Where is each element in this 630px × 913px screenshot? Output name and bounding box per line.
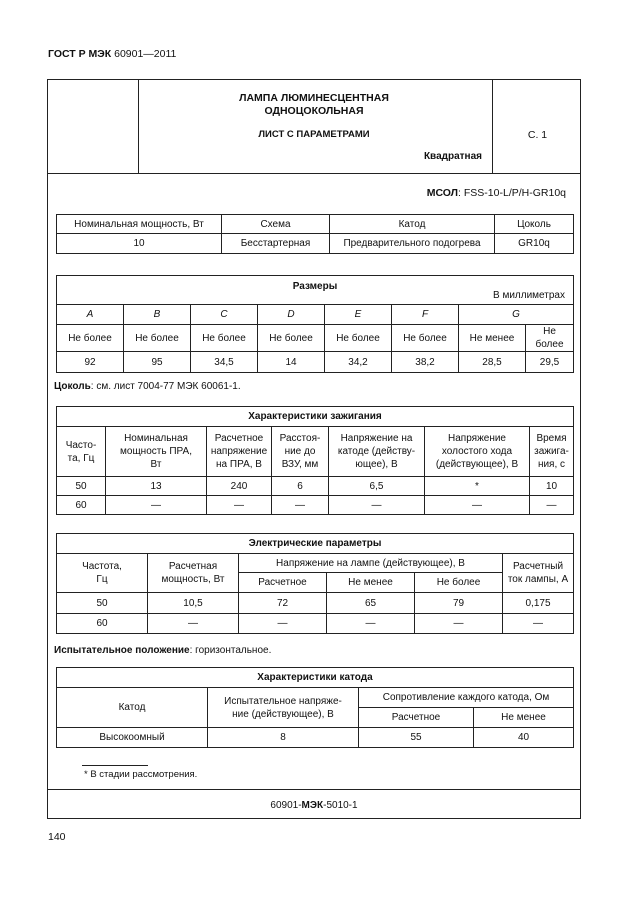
table-cell: 50 <box>57 477 106 496</box>
lamp-shape: Квадратная <box>423 151 482 162</box>
el-sub-max: Не более <box>415 573 503 593</box>
sheet-footer <box>48 800 580 811</box>
table-cell: 6 <box>272 477 329 496</box>
dim-letter-b: B <box>124 305 191 325</box>
msol-value: : FSS-10-L/P/H-GR10q <box>458 187 566 199</box>
page-number: 140 <box>48 831 66 843</box>
dim-limit: Не более <box>57 325 124 352</box>
dim-limit: Не более <box>258 325 325 352</box>
dim-limit: Не более <box>325 325 392 352</box>
table-row <box>57 614 574 634</box>
dim-limit: Не более <box>526 325 574 352</box>
ign-header-cathode-voltage: Напряжение на катоде (действу- ющее), В <box>329 427 425 477</box>
table-cell: 240 <box>207 477 272 496</box>
dim-value: 34,2 <box>325 352 392 373</box>
dim-letter-e: E <box>325 305 392 325</box>
ign-header-open-voltage: Напряжение холостого хода (действующее), В <box>425 427 530 477</box>
dim-limit: Не более <box>191 325 258 352</box>
dim-letter-a: A <box>57 305 124 325</box>
footnote: * В стадии рассмотрения. <box>84 769 198 780</box>
table-cell: — <box>106 496 207 515</box>
main-parameters-table <box>56 214 574 254</box>
table-cell: — <box>415 614 503 634</box>
ign-header-ballast-power: Номинальная мощность ПРА, Вт <box>106 427 207 477</box>
ign-header-freq: Часто- та, Гц <box>57 427 106 477</box>
sheet-subtitle: ЛИСТ С ПАРАМЕТРАМИ <box>258 129 370 140</box>
dim-letter-c: C <box>191 305 258 325</box>
standard-code: ГОСТ Р МЭК <box>48 48 112 60</box>
header-power: Номинальная мощность, Вт <box>57 215 222 234</box>
table-cell: 6,5 <box>329 477 425 496</box>
table-cell: — <box>148 614 239 634</box>
electrical-table <box>56 533 574 634</box>
cat-sub-rated: Расчетное <box>359 708 474 728</box>
table-cell: 60 <box>57 614 148 634</box>
cap-note-text: : см. лист 7004-77 МЭК 60061-1. <box>90 381 241 392</box>
table-row <box>57 496 574 515</box>
table-cell: 10 <box>530 477 574 496</box>
value-power: 10 <box>57 234 222 254</box>
dim-value: 14 <box>258 352 325 373</box>
cathode-title: Характеристики катода <box>57 668 574 688</box>
dim-letter-g: G <box>459 305 574 325</box>
electrical-title: Электрические параметры <box>57 534 574 554</box>
el-header-voltage: Напряжение на лампе (действующее), В <box>239 554 503 573</box>
cap-note <box>54 381 241 392</box>
table-row <box>57 477 574 496</box>
table-cell: 10,5 <box>148 593 239 614</box>
title-divider-right <box>492 80 493 173</box>
table-cell: 65 <box>327 593 415 614</box>
table-cell: 60 <box>57 496 106 515</box>
ign-header-distance: Расстоя- ние до ВЗУ, мм <box>272 427 329 477</box>
msol-label: МСОЛ <box>426 187 459 199</box>
lamp-title-line1: ЛАМПА ЛЮМИНЕСЦЕНТНАЯ <box>239 92 389 104</box>
el-header-freq: Частота, Гц <box>57 554 148 593</box>
dim-value: 34,5 <box>191 352 258 373</box>
test-note-text: : горизонтальное. <box>189 645 272 656</box>
table-cell: — <box>272 496 329 515</box>
table-cell: 0,175 <box>503 593 574 614</box>
cat-header-test-voltage: Испытательное напряже- ние (действующее), В <box>208 688 359 728</box>
document-header <box>48 48 176 60</box>
el-header-power: Расчетная мощность, Вт <box>148 554 239 593</box>
ign-header-ballast-voltage: Расчетное напряжение на ПРА, В <box>207 427 272 477</box>
table-cell: — <box>329 496 425 515</box>
footnote-rule <box>82 765 148 766</box>
footer-pre: 60901- <box>270 800 302 811</box>
dim-value: 28,5 <box>459 352 526 373</box>
table-cell: * <box>425 477 530 496</box>
table-cell: 72 <box>239 593 327 614</box>
title-bottom-rule <box>48 173 580 174</box>
table-cell: 40 <box>474 728 574 748</box>
dimensions-caption-cell <box>57 276 574 305</box>
cat-header-type: Катод <box>57 688 208 728</box>
table-cell: — <box>239 614 327 634</box>
ign-header-time: Время зажига- ния, с <box>530 427 574 477</box>
table-cell: 50 <box>57 593 148 614</box>
table-cell: 79 <box>415 593 503 614</box>
table-cell: — <box>503 614 574 634</box>
table-cell: — <box>327 614 415 634</box>
ignition-table <box>56 406 574 515</box>
header-scheme: Схема <box>222 215 330 234</box>
table-cell: — <box>530 496 574 515</box>
header-cap: Цоколь <box>495 215 574 234</box>
table-row <box>57 593 574 614</box>
footer-rule <box>48 789 580 790</box>
dimensions-units: В миллиметрах <box>493 290 565 301</box>
footer-post: -5010-1 <box>323 800 358 811</box>
value-cap: GR10q <box>495 234 574 254</box>
sheet-frame <box>47 79 581 819</box>
cat-sub-min: Не менее <box>474 708 574 728</box>
cap-note-label: Цоколь <box>54 381 91 392</box>
dim-value: 38,2 <box>392 352 459 373</box>
value-scheme: Бесстартерная <box>222 234 330 254</box>
table-cell: — <box>207 496 272 515</box>
table-cell: 13 <box>106 477 207 496</box>
standard-number: 60901—2011 <box>114 48 177 60</box>
msol-designation <box>427 187 566 199</box>
dim-value: 92 <box>57 352 124 373</box>
el-header-current: Расчетный ток лампы, А <box>503 554 574 593</box>
value-cathode: Предварительного подогрева <box>330 234 495 254</box>
dim-letter-f: F <box>392 305 459 325</box>
el-sub-min: Не менее <box>327 573 415 593</box>
dim-limit: Не менее <box>459 325 526 352</box>
dimensions-title: Размеры <box>292 281 338 292</box>
cathode-table <box>56 667 574 748</box>
el-sub-rated: Расчетное <box>239 573 327 593</box>
dimensions-table <box>56 275 574 373</box>
header-cathode: Катод <box>330 215 495 234</box>
table-row <box>57 728 574 748</box>
cat-header-resistance: Сопротивление каждого катода, Ом <box>359 688 574 708</box>
dim-limit: Не более <box>124 325 191 352</box>
lamp-title-line2: ОДНОЦОКОЛЬНАЯ <box>264 105 364 117</box>
dim-value: 95 <box>124 352 191 373</box>
sheet-number: С. 1 <box>527 129 548 141</box>
table-cell: Высокоомный <box>57 728 208 748</box>
test-note-label: Испытательное положение <box>54 645 190 656</box>
table-cell: — <box>425 496 530 515</box>
dim-limit: Не более <box>392 325 459 352</box>
footer-bold: МЭК <box>301 800 324 811</box>
dim-letter-d: D <box>258 305 325 325</box>
ignition-title: Характеристики зажигания <box>57 407 574 427</box>
test-position-note <box>54 645 271 656</box>
table-cell: 55 <box>359 728 474 748</box>
table-cell: 8 <box>208 728 359 748</box>
dim-value: 29,5 <box>526 352 574 373</box>
lamp-title <box>139 92 489 118</box>
